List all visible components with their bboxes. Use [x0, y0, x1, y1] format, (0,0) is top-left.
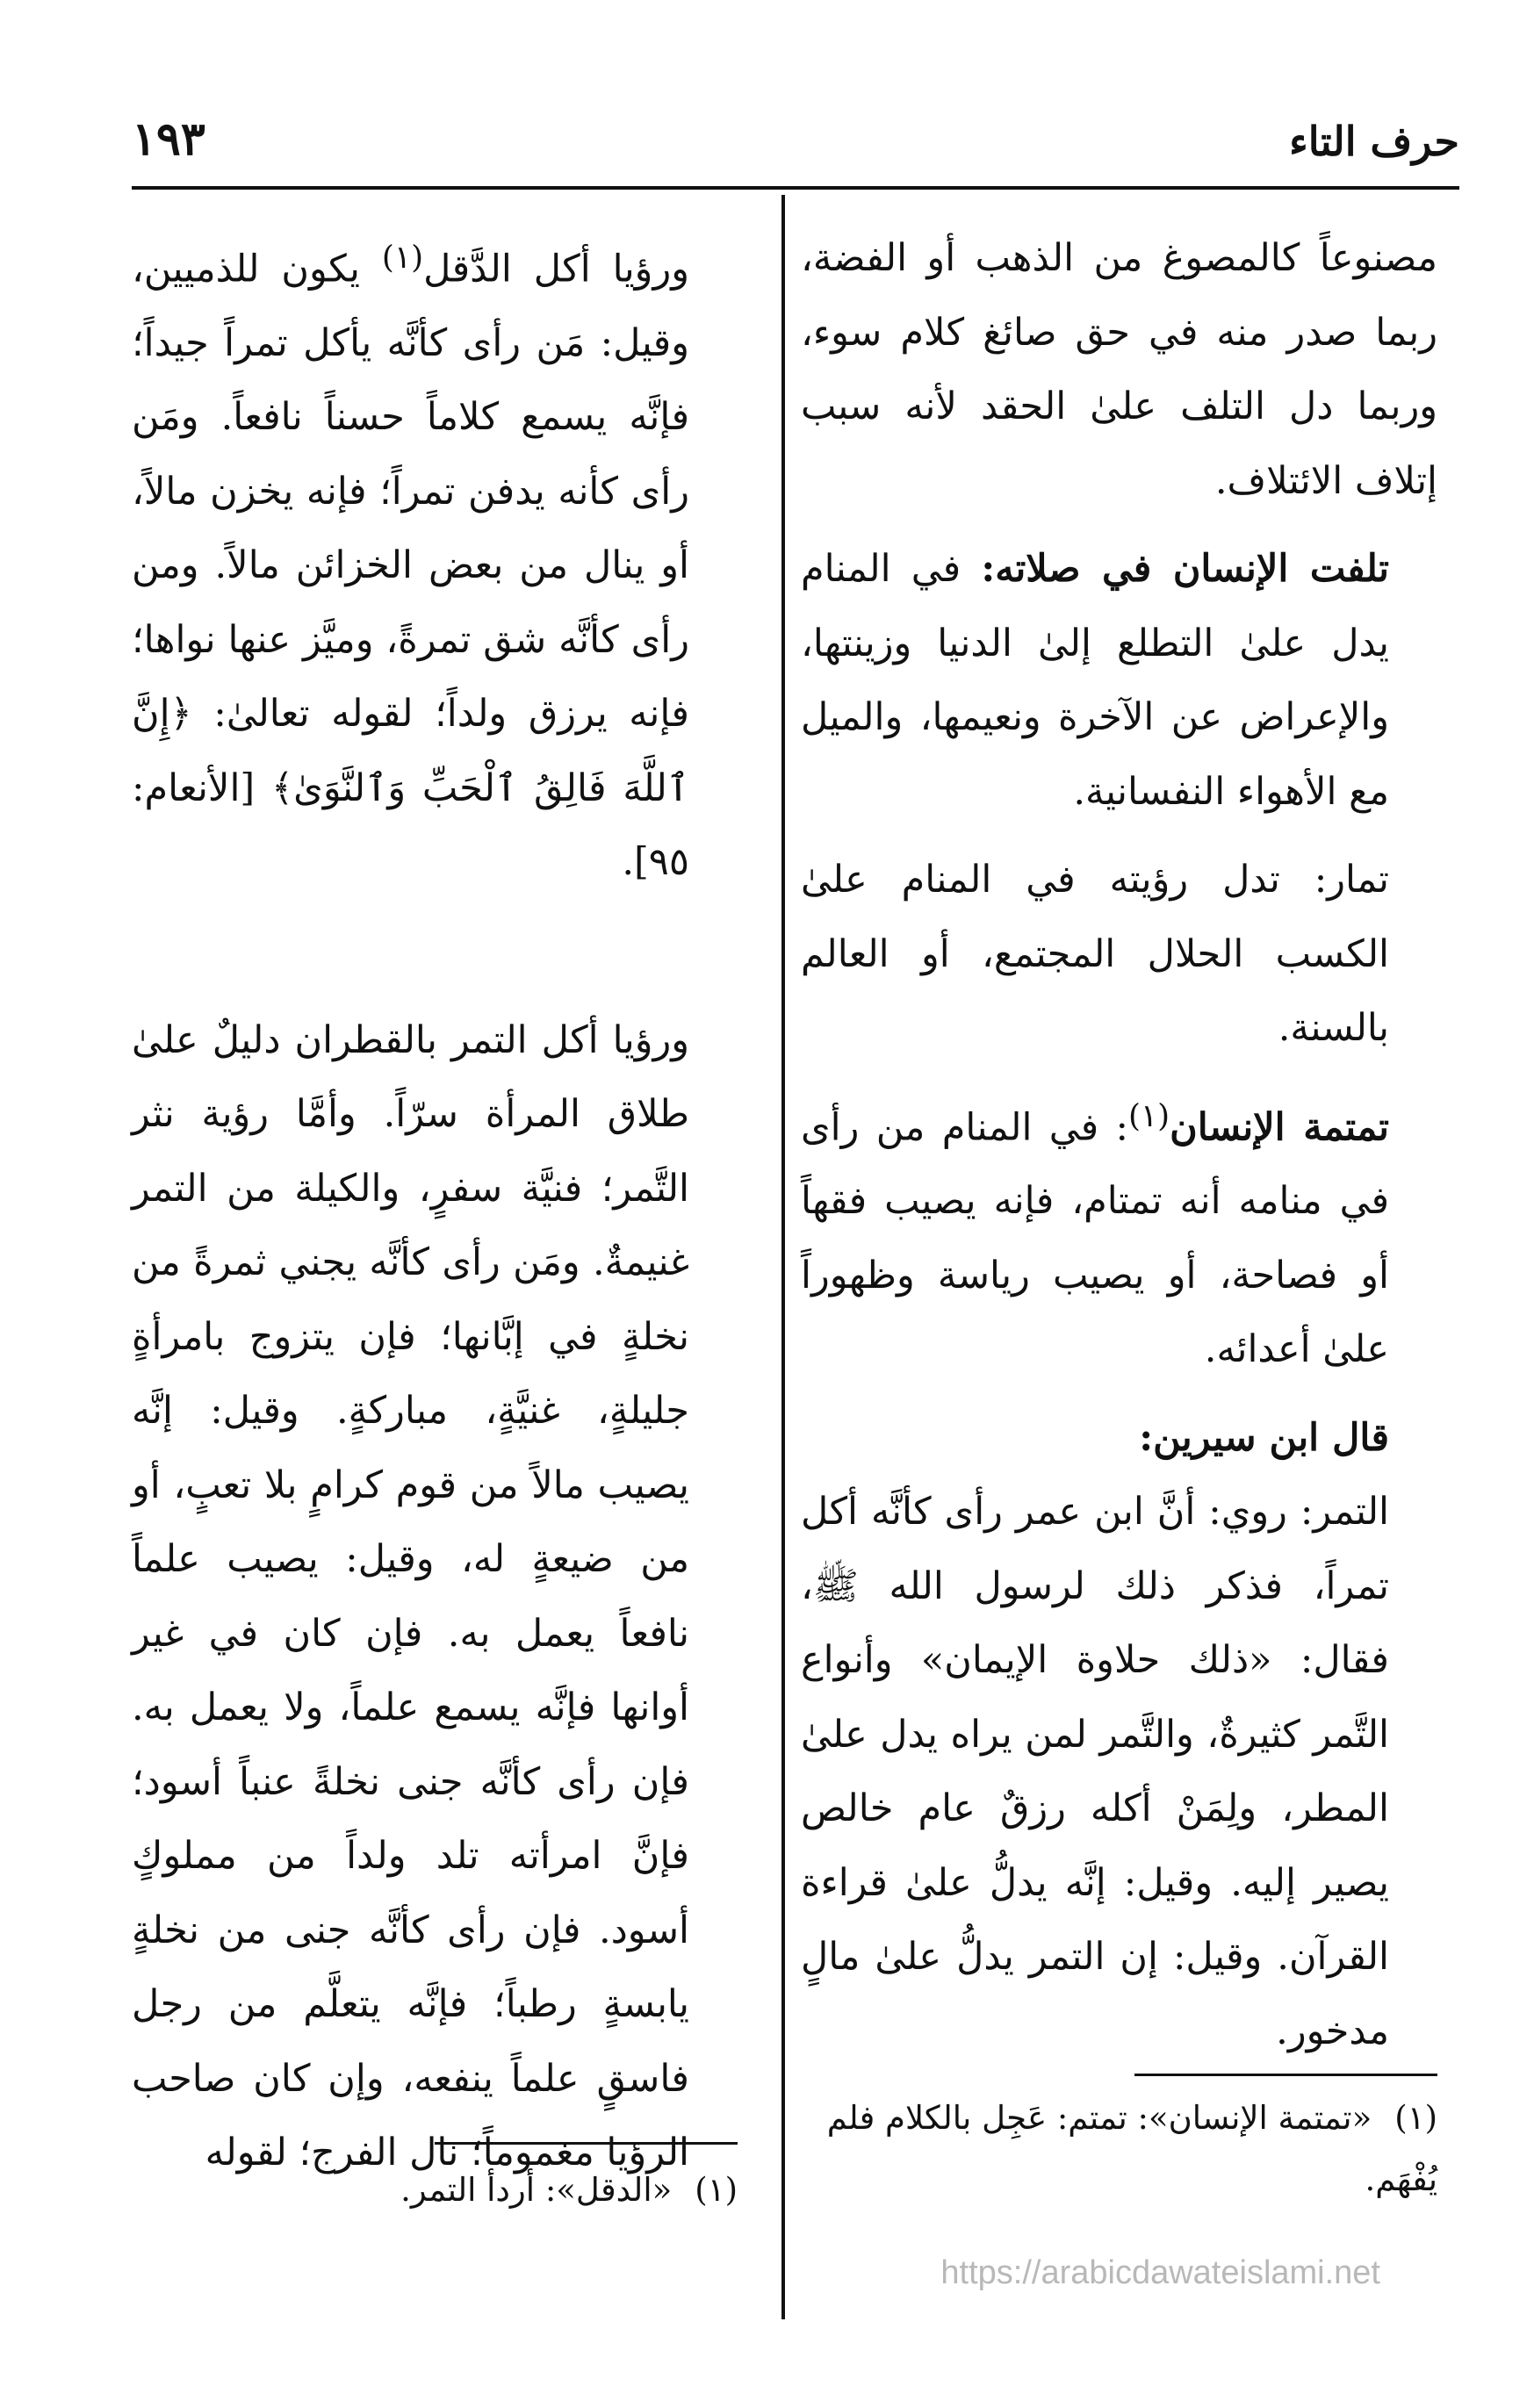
- watermark-url: https://arabicdawateislami.net: [940, 2254, 1380, 2291]
- footnote-marker: (١): [381, 240, 424, 276]
- entry-text: يكون للذميين، وقيل: مَن رأى كأنَّه يأكل تمراً جيداً؛ فإنَّه يسمع كلاماً حسناً نافعاً. ومَن رأى كأنه يدفن تمراً؛ فإنه يخزن مالاً، أو ينال من بعض الخزائن مالاً. ومن رأى كأنَّه شق تمرةً، وميَّز عنها نواها؛ فإنه يرزق ولداً؛ لقوله تعالىٰ: ﴿إِنَّ ٱللَّهَ فَالِقُ ٱلْحَبِّ وَٱلنَّوَىٰ﴾ [الأنعام: ٩٥].: [132, 247, 689, 885]
- footnote: [801, 2088, 1437, 2210]
- footnote-rule: [1134, 2074, 1437, 2076]
- entry-text: في المنام يدل علىٰ التطلع إلىٰ الدنيا وزينتها، والإعراض عن الآخرة ونعيمها، والميل مع الأهواء النفسانية.: [801, 547, 1389, 814]
- page-number: ١٩٣: [132, 112, 205, 166]
- entry-text: : في المنام من رأى في منامه أنه تمتام، فإنه يصيب فقهاً أو فصاحة، أو يصيب رياسة وظهوراً علىٰ أعدائه.: [801, 1104, 1389, 1372]
- entry-heading: تمتمة الإنسان: [1170, 1104, 1389, 1149]
- footnote: [132, 2160, 738, 2221]
- paragraph: تمار: تدل رؤيته في المنام علىٰ الكسب الحلال المجتمع، أو العالم بالسنة.: [801, 858, 1389, 1050]
- column-divider: [781, 195, 785, 2319]
- entry-heading: تلفت الإنسان في صلاته:: [981, 547, 1389, 591]
- paragraph: [132, 221, 738, 900]
- paragraph: مصنوعاً كالمصوغ من الذهب أو الفضة، ربما صدر منه في حق صائغ كلام سوء، وربما دل التلف علىٰ الحقد لأنه سبب إتلاف الائتلاف.: [801, 236, 1437, 503]
- entry-text: ورؤيا أكل الدَّقل: [423, 247, 689, 291]
- footnote-rule: [435, 2142, 738, 2145]
- header-rule: [132, 186, 1459, 190]
- left-column: [132, 221, 738, 2190]
- section-heading: قال ابن سيرين:: [1139, 1415, 1389, 1460]
- paragraph: [801, 532, 1437, 829]
- paragraph: التمر: روي: أنَّ ابن عمر رأى كأنَّه أكل تمراً، فذكر ذلك لرسول الله ﷺ، فقال: «ذلك حلاوة الإيمان» وأنواع التَّمر كثيرةٌ، والتَّمر لمن يراه يدل علىٰ المطر، ولِمَنْ أكله رزقٌ عام خالص يصير إليه. وقيل: إنَّه يدلُّ علىٰ قراءة القرآن. وقيل: إن التمر يدلُّ علىٰ مالٍ مدخور.: [801, 1490, 1389, 2053]
- footnote-number: (١): [1394, 2099, 1437, 2137]
- footnote-text: «تمتمة الإنسان»: تمتم: عَجِل بالكلام فلم يُفْهَم.: [826, 2099, 1437, 2198]
- footnote-text: «الدقل»: أردأ التمر.: [400, 2171, 673, 2209]
- paragraph: ورؤيا أكل التمر بالقطران دليلٌ علىٰ طلاق المرأة سرّاً. وأمَّا رؤية نثر التَّمر؛ فنيَّة سفرٍ، والكيلة من التمر غنيمةٌ. ومَن رأى كأنَّه يجني ثمرةً من نخلةٍ في إبَّانها؛ فإن يتزوج بامرأةٍ جليلةٍ، غنيَّةٍ، مباركةٍ. وقيل: إنَّه يصيب مالاً من قوم كرامٍ بلا تعبٍ، أو من ضيعةٍ له، وقيل: يصيب علماً نافعاً يعمل به. فإن كان في غير أوانها فإنَّه يسمع علماً، ولا يعمل به. فإن رأى كأنَّه جنى نخلةً عنباً أسود؛ فإنَّ امرأته تلد ولداً من مملوكٍ أسود. فإن رأى كأنَّه جنى من نخلةٍ يابسةٍ رطباً؛ فإنَّه يتعلَّم من رجل فاسقٍ علماً ينفعه، وإن كان صاحب الرؤيا مغموماً؛ نال الفرج؛ لقوله: [132, 1017, 689, 2175]
- page-header: [132, 104, 1459, 191]
- footnote-number: (١): [695, 2171, 738, 2209]
- running-title: حرف التاء: [1289, 118, 1459, 165]
- footnote-marker: (١): [1127, 1097, 1170, 1134]
- paragraph: [801, 1080, 1437, 1387]
- right-column: [801, 221, 1437, 2068]
